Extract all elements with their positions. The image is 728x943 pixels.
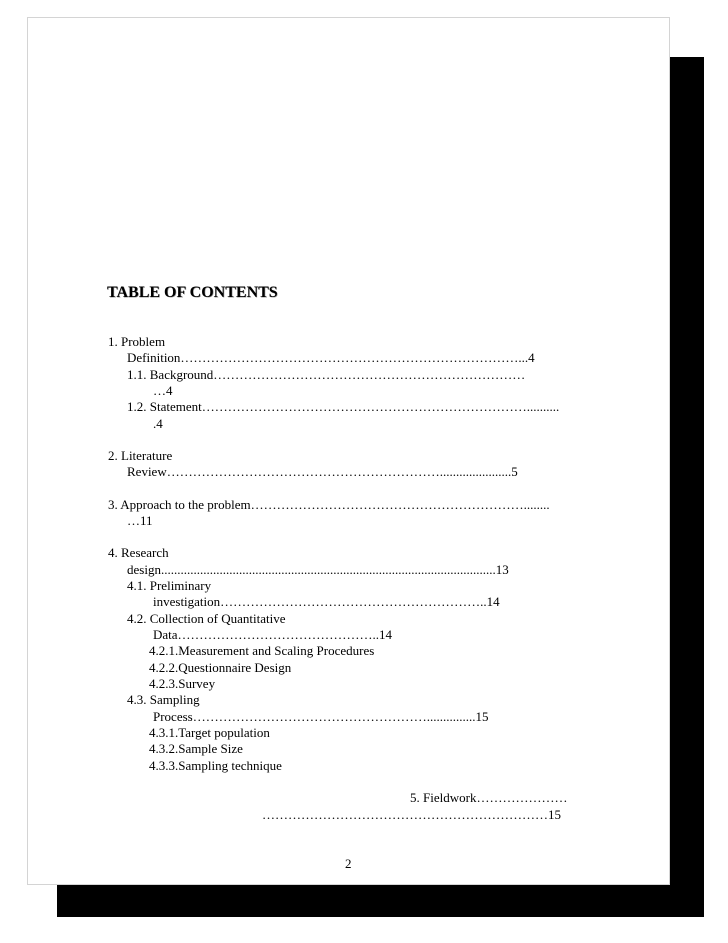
toc-entry-4-2-1: 4.2.1.Measurement and Scaling Procedures [149,643,375,658]
toc-entry-4-number: 4. Research [108,545,169,560]
toc-entry-1-1: 1.1. Background……………………………………………………………… [127,367,526,382]
toc-entry-4-3-3: 4.3.3.Sampling technique [149,758,282,773]
toc-entry-4-1: 4.1. Preliminary [127,578,212,593]
toc-entry-1-2-page: .4 [153,416,163,431]
toc-entry-4-2-text: Data………………………………………..14 [153,627,393,642]
toc-entry-4-2-3: 4.2.3.Survey [149,676,216,691]
toc-entry-4-3-text: Process………………………………………………...............15 [153,709,489,724]
toc-heading: TABLE OF CONTENTS [107,284,278,301]
toc-entry-4-text: design.......................................................................................................13 [127,562,509,577]
toc-entry-5: 5. Fieldwork………………… [410,790,568,805]
toc-entry-1-1-page: …4 [153,383,173,398]
toc-entry-4-3-1: 4.3.1.Target population [149,725,270,740]
toc-entry-3: 3. Approach to the problem………………………………………………………........ [108,497,550,512]
toc-entry-1-2: 1.2. Statement………………………………………………………………….......... [127,399,560,414]
document-page [27,17,670,885]
toc-entry-1-text: Definition……………………………………………………………………...4 [127,350,535,365]
toc-entry-4-2: 4.2. Collection of Quantitative [127,611,286,626]
toc-entry-4-1-text: investigation……………………………………………………..14 [153,594,500,609]
toc-entry-3-page: …11 [127,513,153,528]
toc-entry-1-number: 1. Problem [108,334,166,349]
toc-entry-5-page: …………………………………………………………15 [262,807,561,822]
page-number: 2 [345,856,352,871]
toc-entry-4-2-2: 4.2.2.Questionnaire Design [149,660,292,675]
toc-entry-2-number: 2. Literature [108,448,173,463]
toc-entry-4-3-2: 4.3.2.Sample Size [149,741,243,756]
toc-entry-4-3: 4.3. Sampling [127,692,200,707]
toc-entry-2-text: Review………………………………………………………......................5 [127,464,518,479]
